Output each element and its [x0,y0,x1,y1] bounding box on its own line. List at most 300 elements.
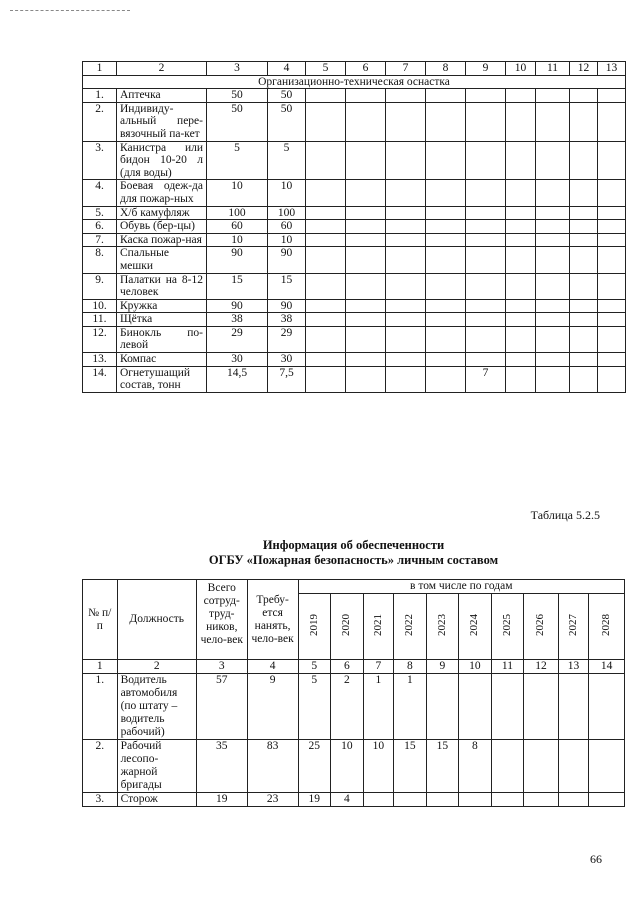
empty-cell [306,233,346,247]
col-number: 9 [426,660,459,674]
year-label: 2022 [403,613,416,636]
empty-cell [598,102,626,141]
empty-cell [506,299,536,313]
empty-cell [306,353,346,367]
year-label: 2026 [534,613,547,636]
col-number: 3 [196,660,247,674]
table-row [83,273,626,299]
quantity-col3: 60 [207,220,268,234]
scan-artifact-line [10,10,130,11]
col-number: 4 [247,660,298,674]
table-row [83,89,626,103]
table-row [83,102,626,141]
table-row [83,247,626,273]
empty-cell [306,89,346,103]
quantity-col9 [466,220,506,234]
empty-cell [346,89,386,103]
quantity-col9 [466,273,506,299]
empty-cell [426,233,466,247]
table-row [83,326,626,352]
year-header [426,594,459,660]
empty-cell [570,141,598,180]
empty-cell [426,247,466,273]
required-staff: 83 [247,740,298,793]
table-row [83,740,625,793]
empty-cell [570,326,598,352]
section-title: Организационно-техническая оснастка [83,75,626,89]
table2-header-row [83,580,625,594]
item-name: Х/б камуфляж [117,206,207,220]
row-number: 9. [83,273,117,299]
empty-cell [386,102,426,141]
empty-cell [536,353,570,367]
year-header [298,594,331,660]
item-name: Аптечка [117,89,207,103]
empty-cell [346,206,386,220]
col-number: 11 [491,660,524,674]
empty-cell [570,313,598,327]
col-number: 6 [331,660,364,674]
year-label: 2019 [307,613,320,636]
empty-cell [570,220,598,234]
empty-cell [386,273,426,299]
heading-line-1: Информация об обеспеченности [262,538,445,552]
empty-cell [506,273,536,299]
item-name: Кружка [117,299,207,313]
empty-cell [426,353,466,367]
empty-cell [536,366,570,392]
row-number: 14. [83,366,117,392]
year-value [524,793,559,807]
empty-cell [346,273,386,299]
year-label: 2024 [468,613,481,636]
empty-cell [598,220,626,234]
quantity-col3: 29 [207,326,268,352]
table-row [83,366,626,392]
empty-cell [570,180,598,206]
quantity-col9 [466,313,506,327]
empty-cell [426,220,466,234]
year-value: 19 [298,793,331,807]
quantity-col3: 14,5 [207,366,268,392]
empty-cell [598,366,626,392]
empty-cell [598,247,626,273]
quantity-col4: 60 [268,220,306,234]
quantity-col3: 50 [207,102,268,141]
total-staff: 57 [196,674,247,740]
empty-cell [570,247,598,273]
quantity-col3: 15 [207,273,268,299]
equipment-table [82,61,626,393]
row-number: 3. [83,141,117,180]
year-value: 1 [394,674,427,740]
quantity-col3: 50 [207,89,268,103]
empty-cell [598,89,626,103]
heading-line-2: ОГБУ «Пожарная безопасность» личным составом [208,553,499,567]
row-number: 12. [83,326,117,352]
empty-cell [426,299,466,313]
quantity-col3: 10 [207,233,268,247]
empty-cell [426,102,466,141]
year-value [589,793,625,807]
row-number: 1. [83,89,117,103]
year-value [558,793,589,807]
year-value [558,740,589,793]
item-name: Каска пожар-ная [117,233,207,247]
staffing-table [82,579,625,807]
year-value: 25 [298,740,331,793]
col-number: 1 [83,660,118,674]
quantity-col9 [466,89,506,103]
col-number: 8 [394,660,427,674]
quantity-col4: 90 [268,247,306,273]
col-number: 9 [466,62,506,76]
quantity-col4: 30 [268,353,306,367]
empty-cell [536,141,570,180]
header-required: Требу-ется нанять, чело-век [247,580,298,660]
empty-cell [570,299,598,313]
quantity-col4: 10 [268,180,306,206]
quantity-col9 [466,247,506,273]
year-value [558,674,589,740]
year-value [491,674,524,740]
empty-cell [426,273,466,299]
table-row [83,233,626,247]
empty-cell [506,141,536,180]
col-number: 14 [589,660,625,674]
table-row [83,141,626,180]
year-value: 2 [331,674,364,740]
table-row [83,299,626,313]
empty-cell [306,206,346,220]
table-caption: Таблица 5.2.5 [530,508,600,522]
empty-cell [536,220,570,234]
quantity-col3: 38 [207,313,268,327]
empty-cell [386,313,426,327]
empty-cell [346,247,386,273]
year-header [394,594,427,660]
empty-cell [386,141,426,180]
quantity-col3: 90 [207,299,268,313]
empty-cell [306,273,346,299]
col-number: 11 [536,62,570,76]
empty-cell [570,89,598,103]
empty-cell [386,326,426,352]
empty-cell [346,353,386,367]
year-label: 2027 [567,613,580,636]
empty-cell [346,366,386,392]
row-number: 11. [83,313,117,327]
quantity-col9 [466,206,506,220]
year-value: 4 [331,793,364,807]
quantity-col3: 90 [207,247,268,273]
year-label: 2020 [340,613,353,636]
position-name: Сторож [117,793,196,807]
empty-cell [426,366,466,392]
empty-cell [570,353,598,367]
col-number: 13 [558,660,589,674]
position-name: Рабочий лесопо-жарной бригады [117,740,196,793]
col-number: 12 [570,62,598,76]
col-number: 3 [207,62,268,76]
empty-cell [536,102,570,141]
year-header [363,594,394,660]
required-staff: 9 [247,674,298,740]
empty-cell [306,299,346,313]
table-row [83,180,626,206]
empty-cell [346,180,386,206]
year-value: 10 [331,740,364,793]
table-row [83,220,626,234]
table-row [83,313,626,327]
col-number: 10 [506,62,536,76]
row-number: 1. [83,674,118,740]
row-number: 5. [83,206,117,220]
empty-cell [598,353,626,367]
item-name: Щётка [117,313,207,327]
empty-cell [386,299,426,313]
quantity-col3: 10 [207,180,268,206]
empty-cell [426,313,466,327]
empty-cell [536,299,570,313]
col-number: 1 [83,62,117,76]
year-value [459,793,492,807]
empty-cell [506,313,536,327]
empty-cell [598,141,626,180]
empty-cell [346,220,386,234]
quantity-col3: 100 [207,206,268,220]
empty-cell [570,273,598,299]
empty-cell [506,326,536,352]
quantity-col4: 10 [268,233,306,247]
col-number: 4 [268,62,306,76]
empty-cell [506,233,536,247]
header-num: № п/п [83,580,118,660]
empty-cell [386,89,426,103]
table-row [83,793,625,807]
row-number: 8. [83,247,117,273]
year-value [491,793,524,807]
year-header [491,594,524,660]
quantity-col4: 38 [268,313,306,327]
year-header [558,594,589,660]
empty-cell [426,141,466,180]
empty-cell [598,299,626,313]
year-value: 1 [363,674,394,740]
empty-cell [306,220,346,234]
empty-cell [346,299,386,313]
item-name: Обувь (бер-цы) [117,220,207,234]
empty-cell [536,180,570,206]
empty-cell [346,102,386,141]
quantity-col4: 50 [268,102,306,141]
year-value: 15 [426,740,459,793]
table1-section-row [83,75,626,89]
empty-cell [306,141,346,180]
empty-cell [598,233,626,247]
empty-cell [386,366,426,392]
row-number: 2. [83,102,117,141]
year-value [426,674,459,740]
quantity-col4: 7,5 [268,366,306,392]
row-number: 4. [83,180,117,206]
empty-cell [506,353,536,367]
quantity-col9 [466,102,506,141]
col-number: 2 [117,660,196,674]
year-header [331,594,364,660]
year-header [589,594,625,660]
empty-cell [306,102,346,141]
col-number: 8 [426,62,466,76]
year-value [524,674,559,740]
empty-cell [346,141,386,180]
col-number: 2 [117,62,207,76]
table2-colnum-row [83,660,625,674]
quantity-col4: 5 [268,141,306,180]
quantity-col3: 5 [207,141,268,180]
empty-cell [426,180,466,206]
item-name: Спальные мешки [117,247,207,273]
year-value [524,740,559,793]
year-value: 8 [459,740,492,793]
year-value [589,740,625,793]
quantity-col3: 30 [207,353,268,367]
row-number: 6. [83,220,117,234]
empty-cell [598,326,626,352]
empty-cell [306,326,346,352]
year-value: 10 [363,740,394,793]
year-header [524,594,559,660]
total-staff: 19 [196,793,247,807]
empty-cell [426,89,466,103]
empty-cell [570,233,598,247]
quantity-col4: 29 [268,326,306,352]
year-label: 2023 [435,613,448,636]
col-number: 10 [459,660,492,674]
empty-cell [536,206,570,220]
year-label: 2028 [600,613,613,636]
quantity-col4: 100 [268,206,306,220]
empty-cell [506,247,536,273]
item-name: Палатки на 8-12 человек [117,273,207,299]
year-label: 2025 [500,613,513,636]
year-value [459,674,492,740]
empty-cell [536,89,570,103]
empty-cell [506,89,536,103]
empty-cell [506,366,536,392]
empty-cell [570,102,598,141]
empty-cell [386,353,426,367]
header-position: Должность [117,580,196,660]
item-name: Канистра или бидон 10-20 л (для воды) [117,141,207,180]
empty-cell [536,313,570,327]
col-number: 7 [363,660,394,674]
position-name: Водитель автомобиля (по штату – водитель рабочий) [117,674,196,740]
quantity-col9 [466,353,506,367]
quantity-col9 [466,326,506,352]
empty-cell [536,273,570,299]
year-label: 2021 [371,613,384,636]
item-name: Бинокль по-левой [117,326,207,352]
row-number: 7. [83,233,117,247]
empty-cell [506,206,536,220]
empty-cell [306,247,346,273]
year-value [394,793,427,807]
col-number: 13 [598,62,626,76]
required-staff: 23 [247,793,298,807]
col-number: 7 [386,62,426,76]
row-number: 13. [83,353,117,367]
empty-cell [386,180,426,206]
col-number: 5 [298,660,331,674]
year-header [459,594,492,660]
item-name: Компас [117,353,207,367]
empty-cell [506,180,536,206]
empty-cell [426,326,466,352]
quantity-col9 [466,180,506,206]
table-row [83,674,625,740]
row-number: 3. [83,793,118,807]
quantity-col9: 7 [466,366,506,392]
empty-cell [386,220,426,234]
year-value: 15 [394,740,427,793]
quantity-col4: 90 [268,299,306,313]
empty-cell [386,206,426,220]
empty-cell [306,366,346,392]
table-row [83,206,626,220]
empty-cell [506,220,536,234]
year-value [426,793,459,807]
empty-cell [386,233,426,247]
col-number: 6 [346,62,386,76]
col-number: 12 [524,660,559,674]
empty-cell [598,313,626,327]
quantity-col4: 15 [268,273,306,299]
quantity-col9 [466,141,506,180]
col-number: 5 [306,62,346,76]
row-number: 2. [83,740,118,793]
year-value: 5 [298,674,331,740]
quantity-col4: 50 [268,89,306,103]
empty-cell [570,366,598,392]
year-value [363,793,394,807]
empty-cell [598,206,626,220]
empty-cell [536,247,570,273]
header-years-group: в том числе по годам [298,580,624,594]
total-staff: 35 [196,740,247,793]
table-row [83,353,626,367]
empty-cell [598,180,626,206]
empty-cell [346,326,386,352]
empty-cell [506,102,536,141]
empty-cell [536,233,570,247]
empty-cell [570,206,598,220]
empty-cell [386,247,426,273]
empty-cell [536,326,570,352]
item-name: Боевая одеж-да для пожар-ных [117,180,207,206]
empty-cell [598,273,626,299]
header-total: Всего сотруд-труд-ников, чело-век [196,580,247,660]
empty-cell [426,206,466,220]
page-number: 66 [590,852,602,866]
quantity-col9 [466,299,506,313]
empty-cell [346,313,386,327]
item-name: Огнетушащий состав, тонн [117,366,207,392]
empty-cell [306,313,346,327]
empty-cell [306,180,346,206]
table1-header-row [83,62,626,76]
quantity-col9 [466,233,506,247]
